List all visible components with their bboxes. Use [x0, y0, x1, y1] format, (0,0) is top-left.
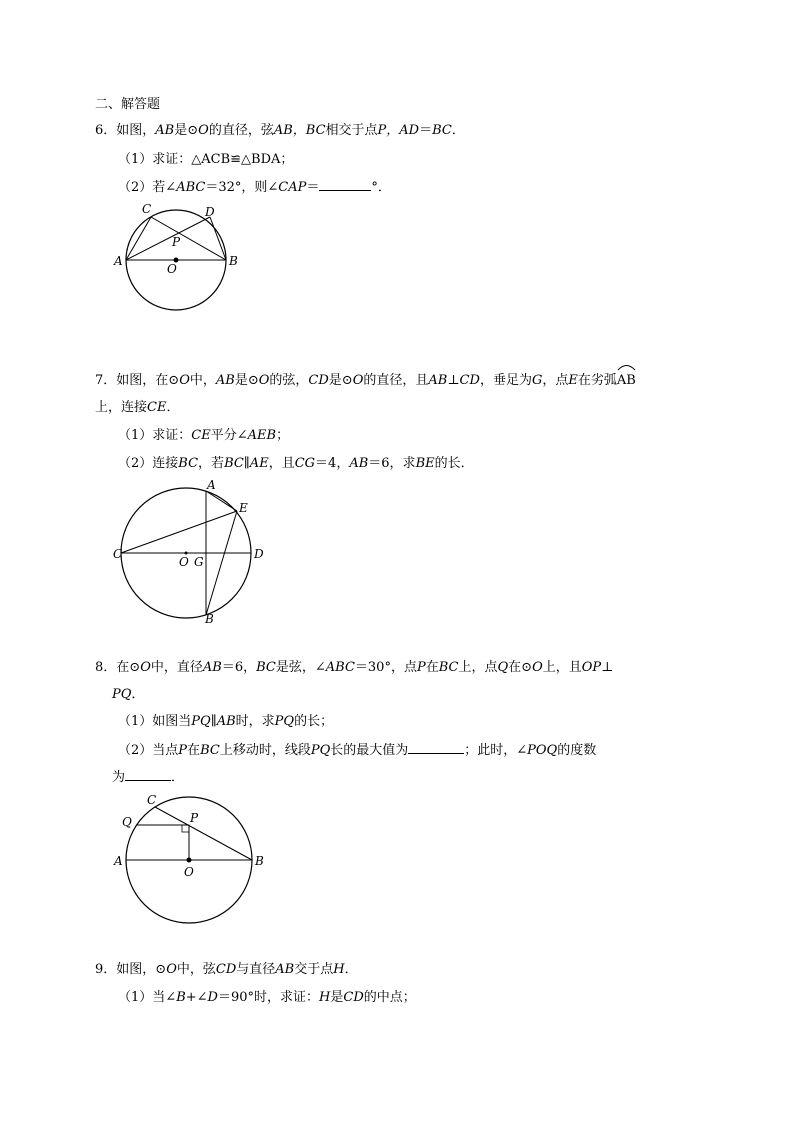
q7-label-a: A: [207, 478, 216, 492]
q6-label-p: P: [172, 235, 181, 249]
q7-figure: [110, 476, 270, 626]
q6-stem: 6．如图，AB是⊙O的直径，弦AB，BC相交于点P，AD＝BC．: [95, 123, 465, 138]
q7-label-c: C: [113, 547, 123, 561]
q7-stem-line2: 上，连接CE．: [95, 400, 180, 415]
q8-chord-bc: [155, 807, 252, 860]
q6-part1: （1）求证：△ACB≌△BDA；: [118, 152, 294, 167]
q6-segment-db: [210, 217, 226, 260]
q8-stem-line1: 8．在⊙O中，直径AB＝6，BC是弦，∠ABC＝30°，点P在BC上，点Q在⊙O上，且OP⊥: [95, 660, 614, 675]
q8-part2-line1: （2）当点P在BC上移动时，线段PQ长的最大值为 ；此时，∠POQ的度数: [118, 743, 597, 758]
q8-part1: （1）如图当PQ∥AB时，求PQ的长；: [118, 714, 334, 729]
q7-arc-ab: AB: [617, 372, 636, 390]
q8-answer-blank-angle[interactable]: [125, 768, 171, 781]
q7-label-d: D: [254, 547, 264, 561]
q8-label-o: O: [184, 865, 194, 879]
q8-center-dot: [187, 858, 192, 863]
q7-label-o: O: [179, 555, 189, 569]
q7-stem-line1: 7．如图，在⊙O中，AB是⊙O的弦，CD是⊙O的直径，且AB⊥CD，垂足为G，点E在劣弧 AB: [95, 372, 636, 390]
q7-label-b: B: [205, 612, 214, 626]
q7-part1: （1）求证：CE平分∠AEB；: [118, 428, 290, 443]
q8-answer-blank-max[interactable]: [408, 741, 464, 754]
q8-part2-line2: 为 ．: [112, 770, 185, 785]
q8-figure: [110, 790, 275, 930]
q9-part1: （1）当∠B+∠D＝90°时，求证：H是CD的中点；: [118, 990, 416, 1005]
q7-segment-ce: [121, 511, 237, 553]
q8-label-c: C: [147, 793, 157, 807]
q8-label-q: Q: [122, 815, 132, 829]
section-title: 二、解答题: [95, 97, 161, 112]
q6-label-d: D: [205, 205, 215, 219]
q8-label-b: B: [255, 854, 264, 868]
arc-icon: [617, 363, 636, 371]
q6-label-c: C: [142, 202, 152, 216]
right-angle-icon: [182, 825, 189, 832]
q6-part2: （2）若∠ABC＝32°，则∠CAP＝ °．: [118, 180, 391, 195]
q8-label-p: P: [190, 811, 199, 825]
q9-stem: 9．如图，⊙O中，弦CD与直径AB交于点H．: [95, 962, 358, 977]
q8-label-a: A: [114, 854, 123, 868]
q6-label-a: A: [114, 254, 123, 268]
q6-figure: [110, 200, 250, 315]
q6-label-b: B: [229, 254, 238, 268]
q6-label-o: O: [167, 262, 177, 276]
q7-label-e: E: [239, 501, 248, 515]
q7-segment-ae: [206, 491, 237, 511]
q6-segment-cb: [151, 217, 226, 260]
q7-label-g: G: [194, 555, 204, 569]
q6-answer-blank[interactable]: [319, 178, 371, 191]
q7-part2: （2）连接BC，若BC∥AE，且CG＝4，AB＝6，求BE的长．: [118, 456, 474, 471]
q8-stem-line2: PQ．: [112, 687, 145, 702]
